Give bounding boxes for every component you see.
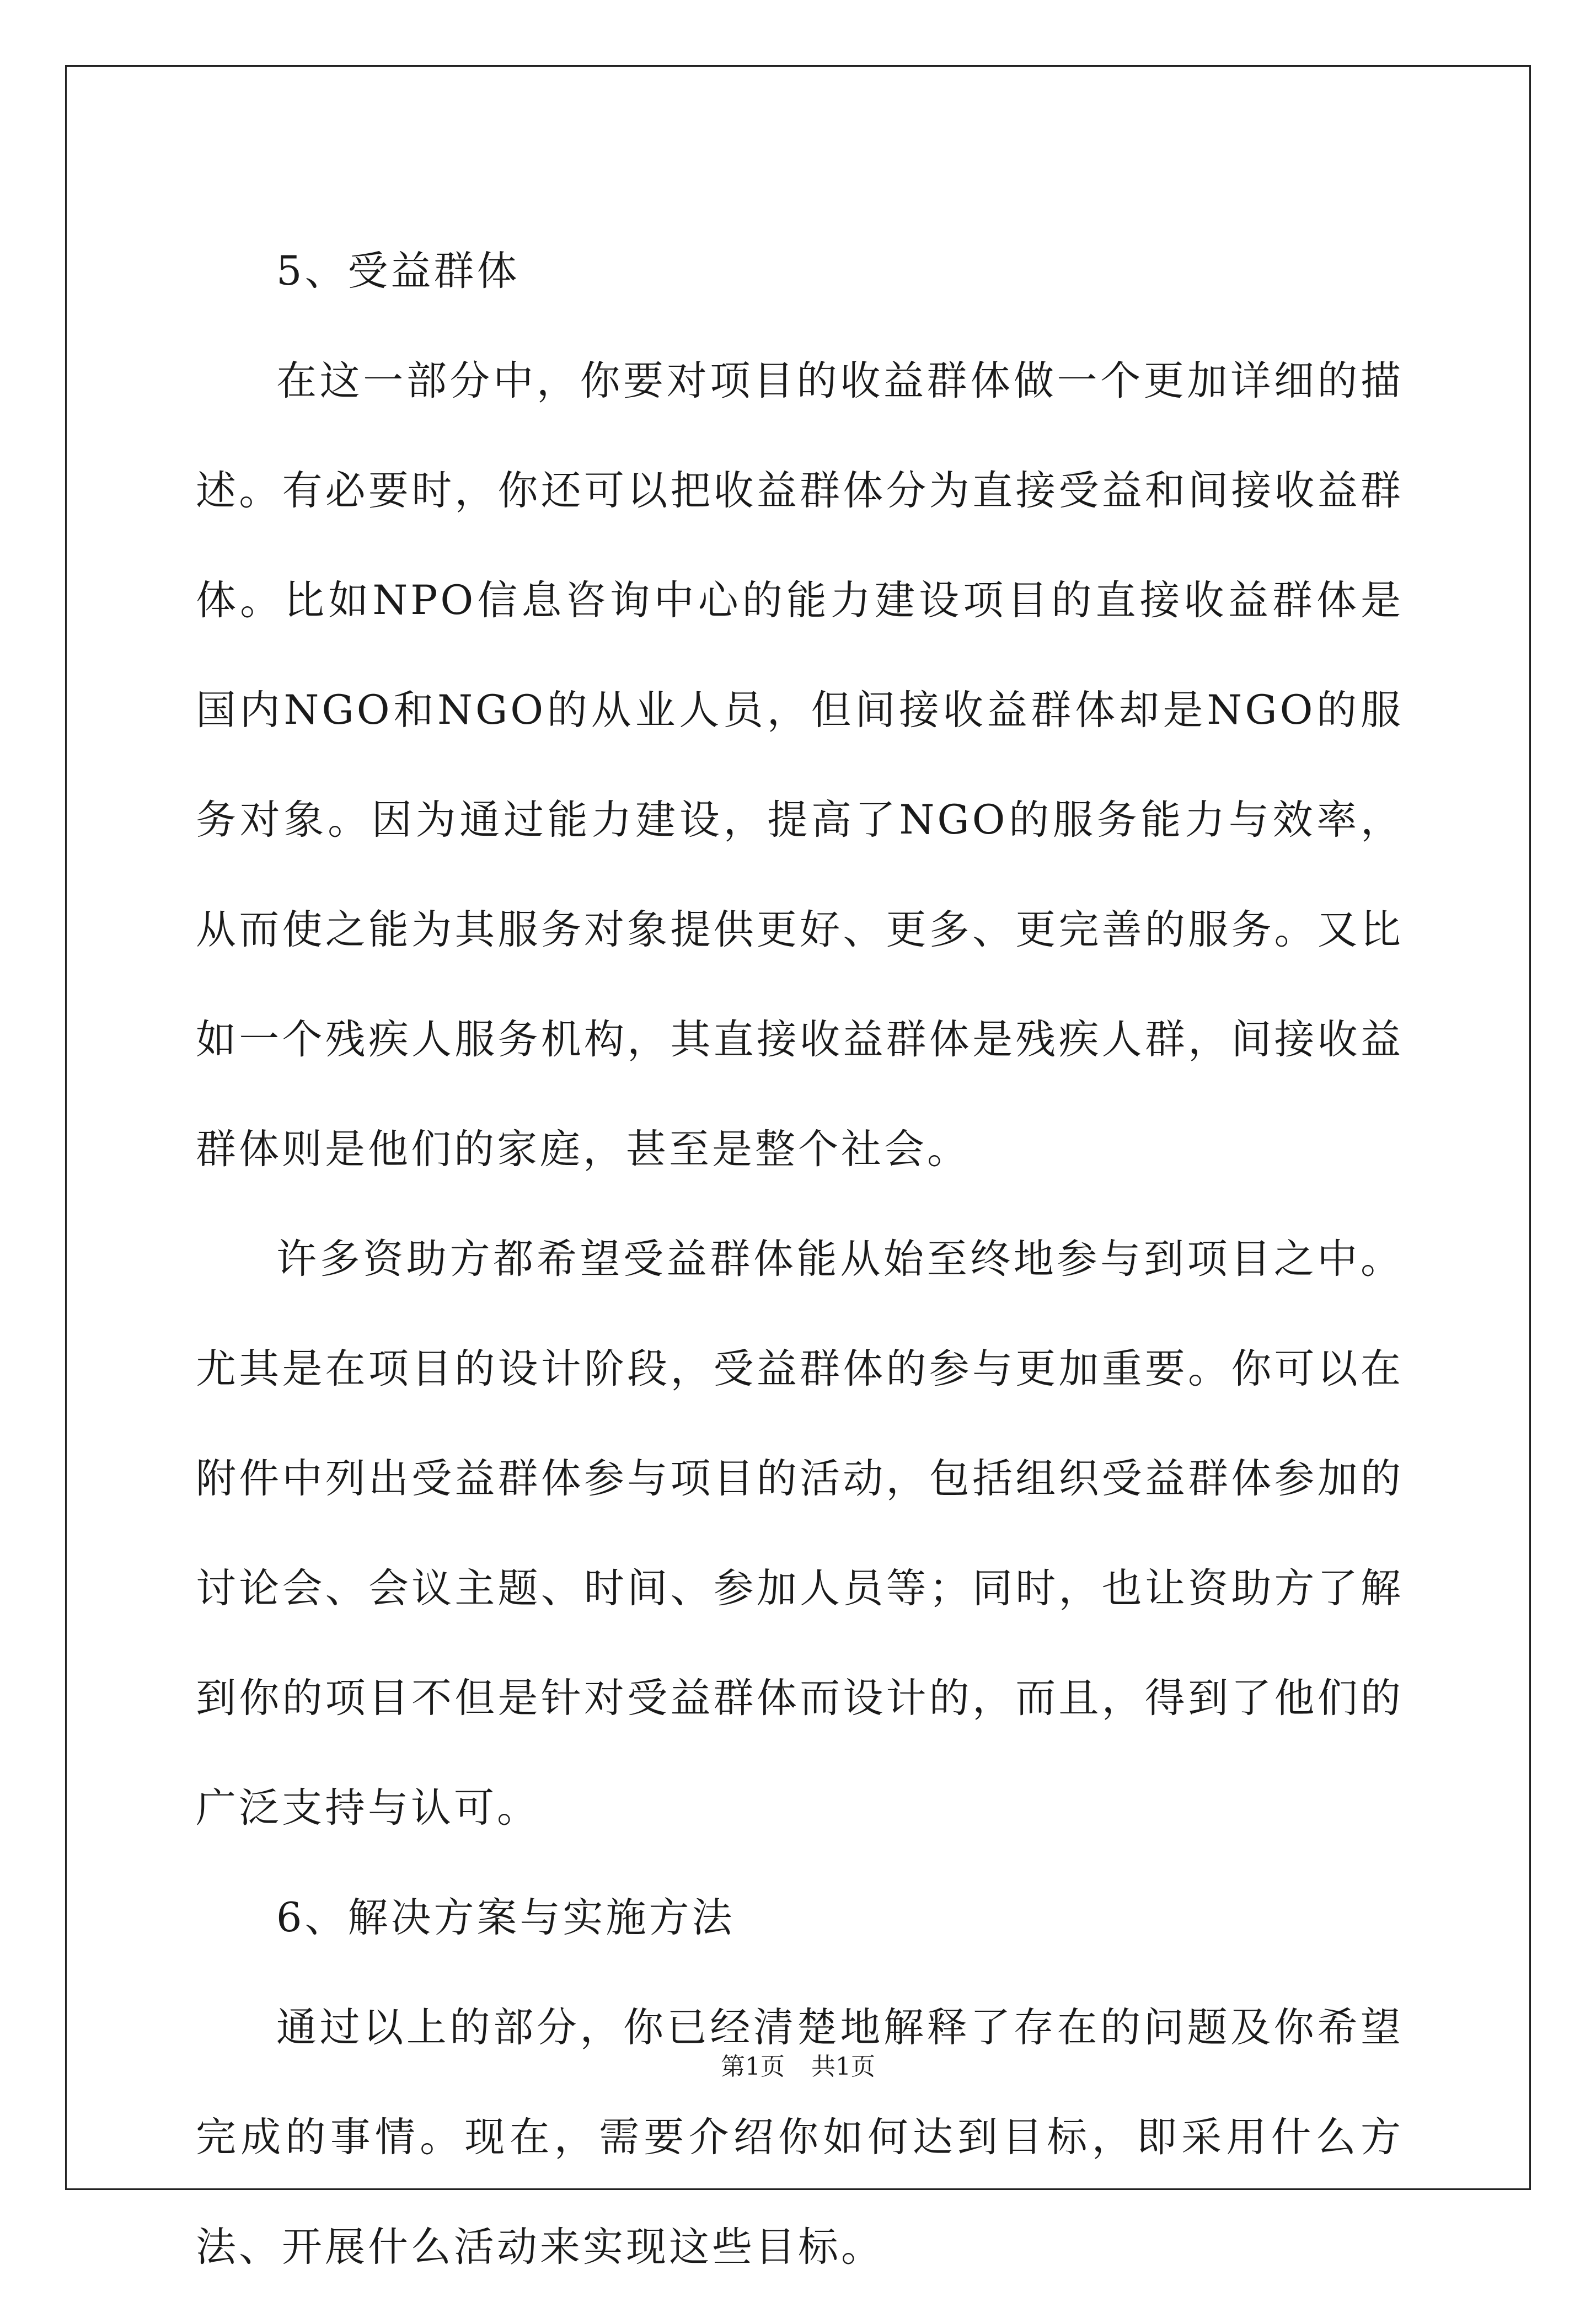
page-total: 共1页 bbox=[811, 2053, 875, 2081]
page-footer bbox=[0, 2047, 1596, 2082]
document-body bbox=[196, 216, 1404, 2302]
page-number: 第1页 bbox=[721, 2053, 785, 2081]
paragraph-beneficiaries-participation: 许多资助方都希望受益群体能从始至终地参与到项目之中。尤其是在项目的设计阶段，受益群体的参与更加重要。你可以在附件中列出受益群体参与项目的活动，包括组织受益群体参加的讨论会、会议主题、时间、参加人员等；同时，也让资助方了解到你的项目不但是针对受益群体而设计的，而且，得到了他们的广泛支持与认可。 bbox=[196, 1236, 1404, 1831]
section-heading-solution: 6、解决方案与实施方法 bbox=[276, 1894, 735, 1941]
paragraph-solution-intro: 通过以上的部分，你已经清楚地解释了存在的问题及你希望完成的事情。现在，需要介绍你如何达到目标，即采用什么方法、开展什么活动来实现这些目标。 bbox=[196, 2004, 1404, 2271]
section-heading-beneficiaries: 5、受益群体 bbox=[276, 248, 520, 295]
paragraph-beneficiaries-description: 在这一部分中，你要对项目的收益群体做一个更加详细的描述。有必要时，你还可以把收益群体分为直接受益和间接收益群体。比如NPO信息咨询中心的能力建设项目的直接收益群体是国内NGO和NGO的从业人员，但间接收益群体却是NGO的服务对象。因为通过能力建设，提高了NGO的服务能力与效率，从而使之能为其服务对象提供更好、更多、更完善的服务。又比如一个残疾人服务机构，其直接收益群体是残疾人群，间接收益群体则是他们的家庭，甚至是整个社会。 bbox=[196, 357, 1404, 1173]
